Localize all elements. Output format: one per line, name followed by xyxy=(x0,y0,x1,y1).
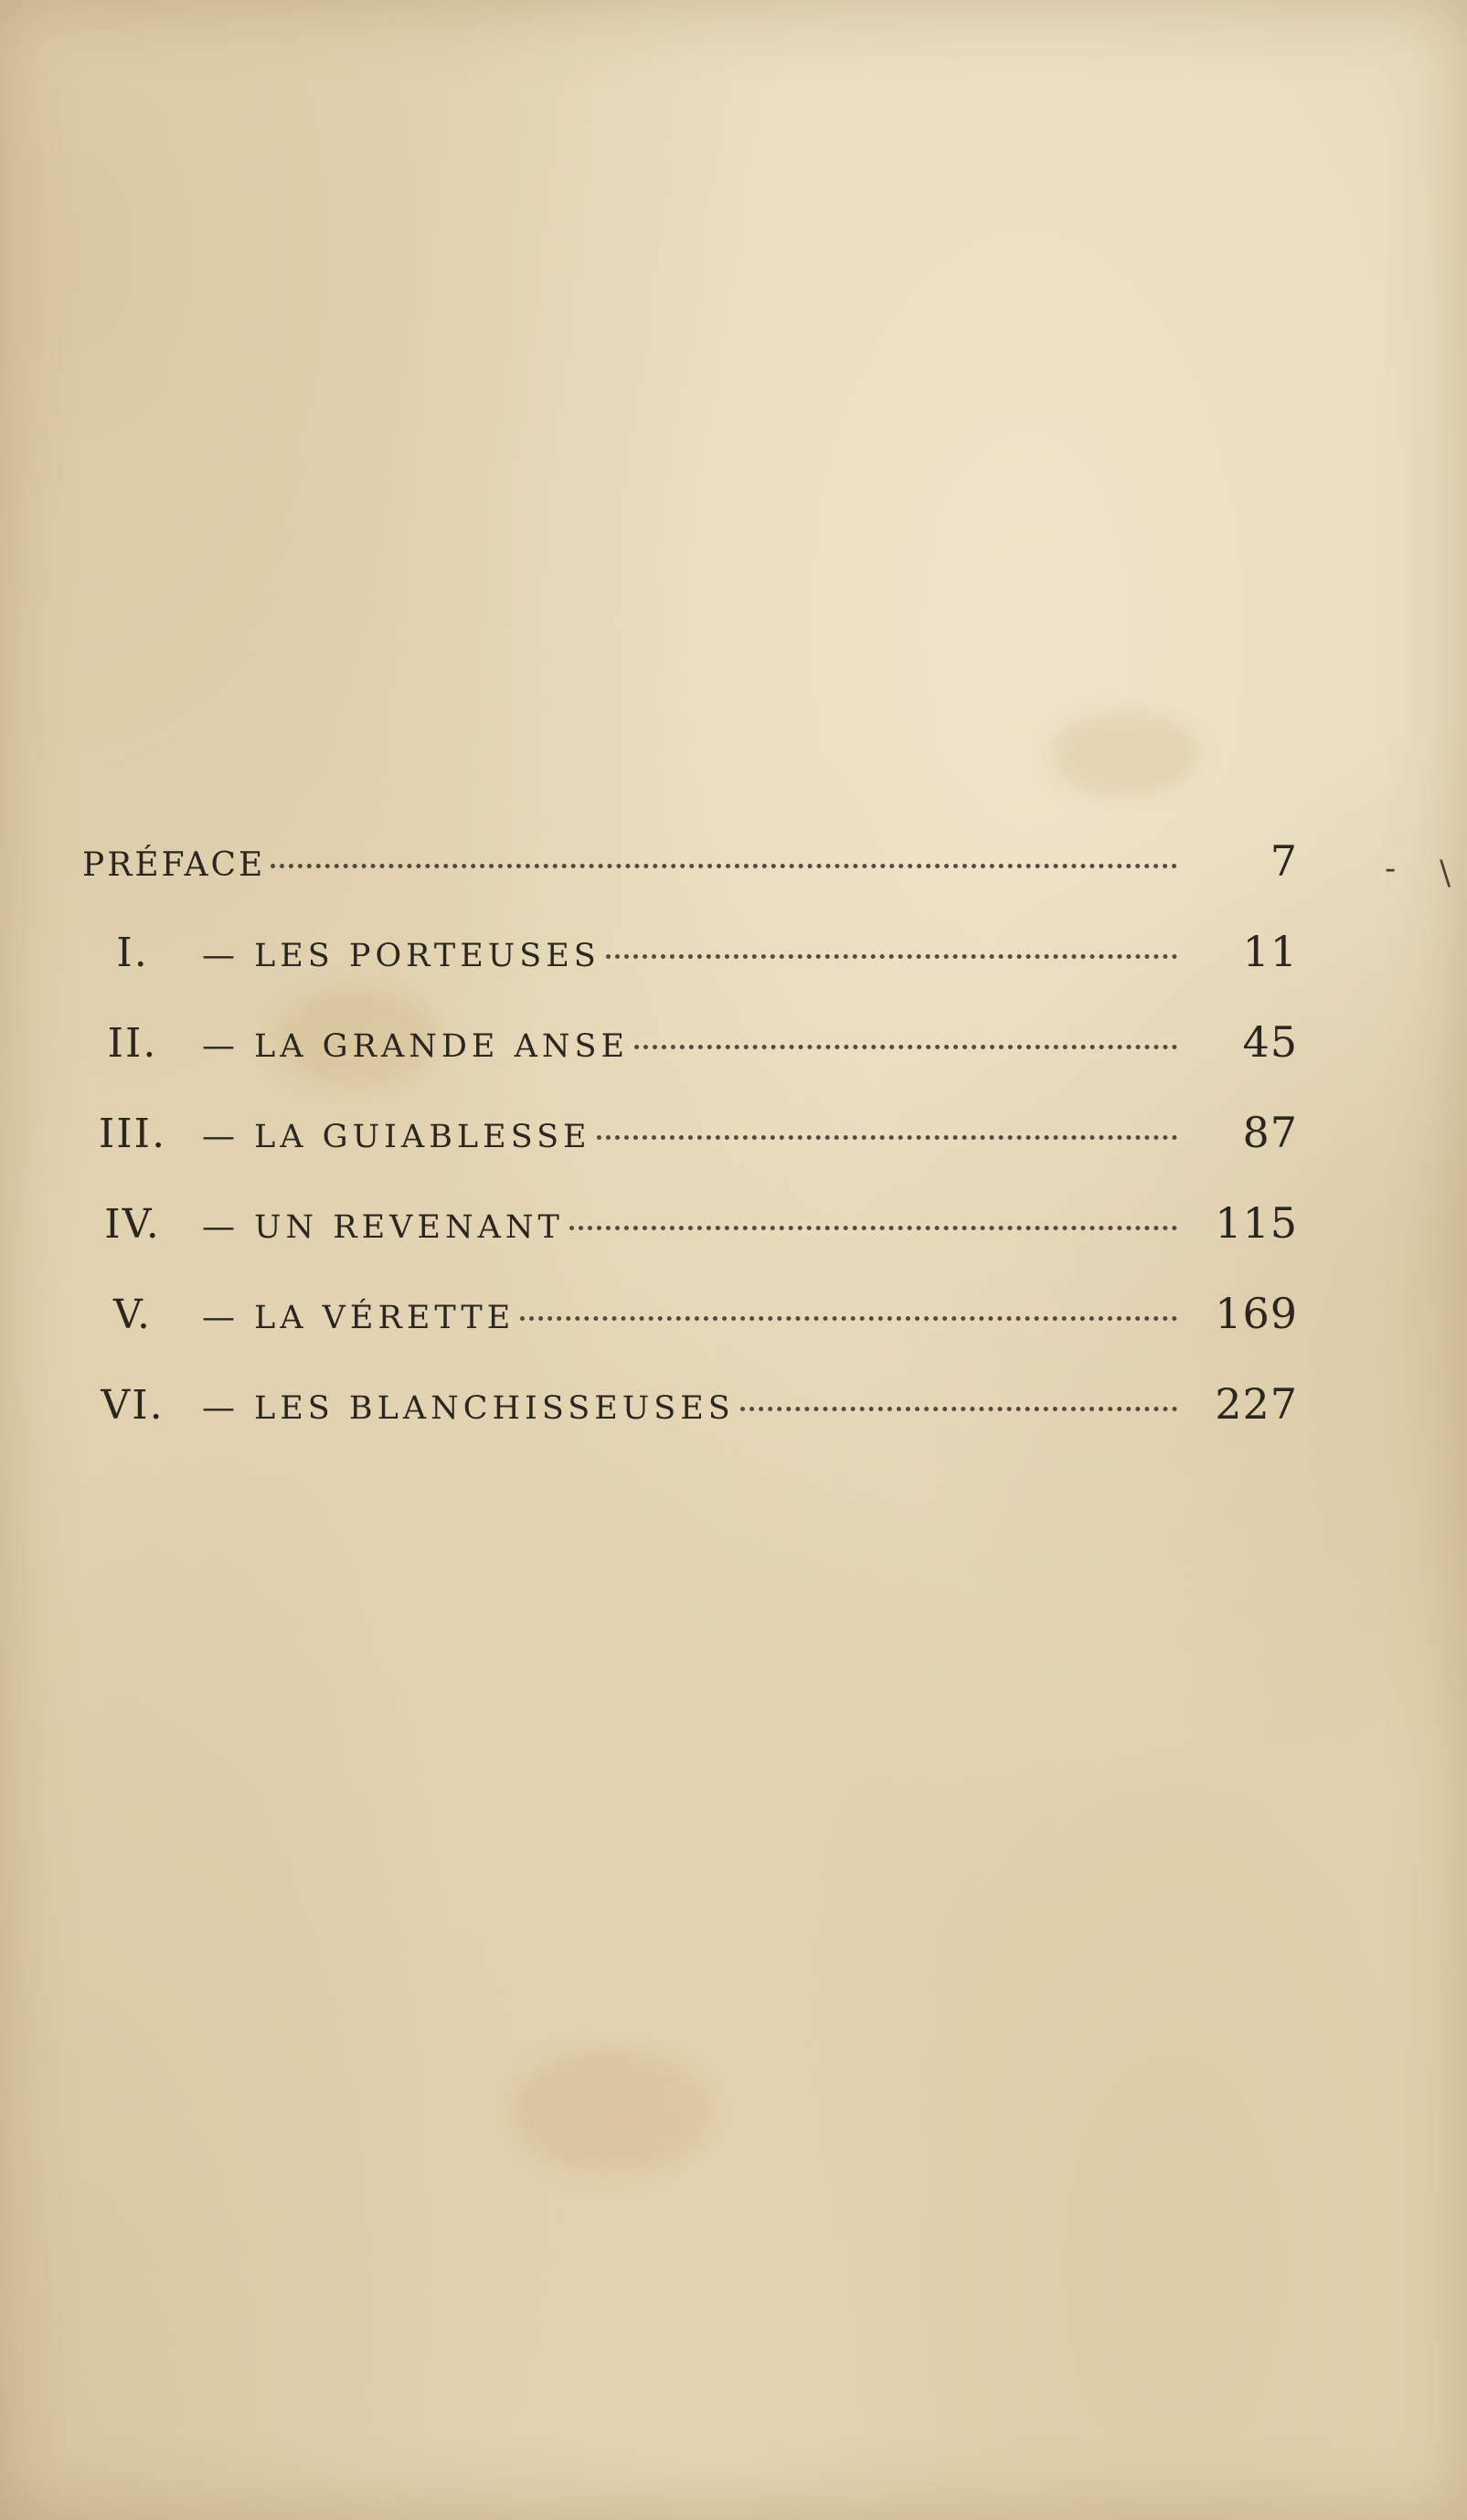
toc-row xyxy=(82,1289,1298,1379)
chapter-number: I. xyxy=(116,930,149,976)
dot-leader xyxy=(569,1226,1177,1230)
dot-leader xyxy=(271,864,1177,868)
toc-row xyxy=(82,1198,1298,1289)
separator-dash: — xyxy=(202,937,235,974)
dot-leader xyxy=(634,1045,1177,1049)
toc-page-number: 115 xyxy=(1215,1198,1298,1248)
toc-row xyxy=(82,1017,1298,1108)
separator-dash: — xyxy=(202,1118,235,1155)
toc-title: LES PORTEUSES xyxy=(254,938,601,974)
toc-title: LA VÉRETTE xyxy=(254,1300,516,1336)
toc-title: LA GRANDE ANSE xyxy=(254,1028,630,1065)
table-of-contents xyxy=(82,836,1298,1470)
chapter-number: VI. xyxy=(101,1382,165,1429)
toc-title: LA GUIABLESSE xyxy=(254,1119,591,1155)
margin-mark: \ xyxy=(1440,855,1451,892)
toc-row xyxy=(82,1379,1298,1470)
toc-title: UN REVENANT xyxy=(254,1209,564,1246)
separator-dash: — xyxy=(202,1208,235,1246)
toc-page-number: 169 xyxy=(1215,1289,1298,1338)
separator-dash: — xyxy=(202,1027,235,1065)
dot-leader xyxy=(520,1316,1177,1321)
chapter-number: IV. xyxy=(104,1201,161,1248)
toc-title: PRÉFACE xyxy=(82,846,266,884)
toc-page-number: 11 xyxy=(1242,927,1298,976)
toc-row xyxy=(82,1108,1298,1198)
toc-title: LES BLANCHISSEUSES xyxy=(254,1390,735,1427)
paper-stain xyxy=(1051,713,1197,795)
toc-page-number: 7 xyxy=(1270,836,1298,886)
toc-row-preface xyxy=(82,836,1298,927)
dot-leader xyxy=(740,1407,1177,1411)
toc-page-number: 45 xyxy=(1242,1017,1298,1067)
chapter-number: II. xyxy=(107,1020,158,1067)
separator-dash: — xyxy=(202,1389,235,1427)
chapter-number: III. xyxy=(98,1111,167,1157)
margin-mark: - xyxy=(1385,850,1397,888)
chapter-number: V. xyxy=(112,1292,153,1338)
separator-dash: — xyxy=(202,1299,235,1336)
toc-page-number: 227 xyxy=(1215,1379,1298,1429)
dot-leader xyxy=(597,1135,1177,1140)
toc-page-number: 87 xyxy=(1242,1108,1298,1157)
dot-leader xyxy=(606,954,1177,959)
toc-row xyxy=(82,927,1298,1017)
paper-stain xyxy=(512,2047,713,2175)
